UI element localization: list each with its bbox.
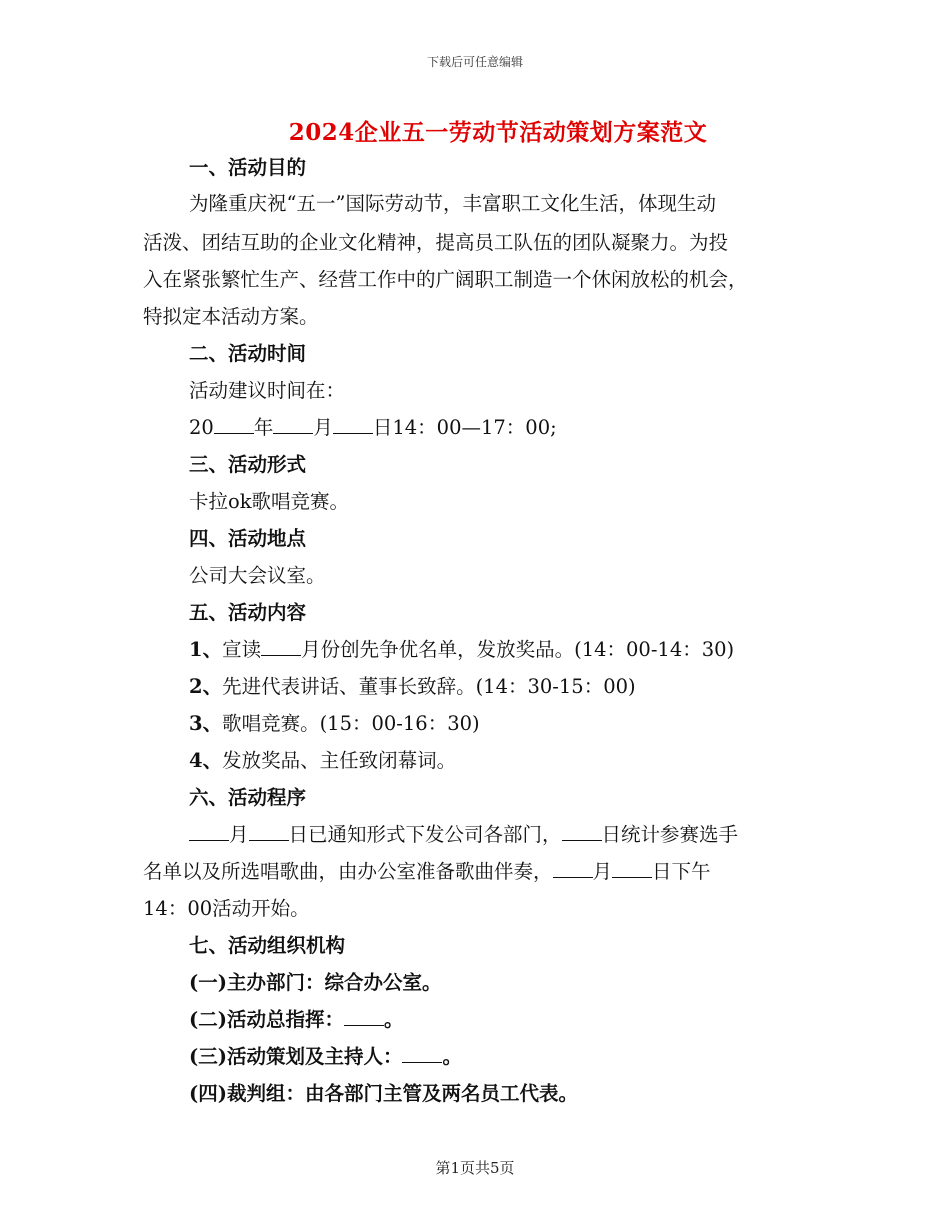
item-number: 2、 (189, 675, 223, 698)
section-heading-location: 四、活动地点 (189, 527, 307, 550)
list-item: 1、宣读 月份创先争优名单，发放奖品。(14：00-14：30) (189, 638, 735, 661)
paragraph-line: 公司大会议室。 (189, 564, 326, 587)
paragraph-line: 活动建议时间在： (189, 379, 346, 402)
year-label: 年 (253, 416, 274, 439)
month-blank (553, 860, 593, 878)
day-blank (612, 860, 652, 878)
item-number: 4、 (189, 749, 223, 772)
paragraph-line: 活泼、团结互助的企业文化精神，提高员工队伍的团队凝聚力。为投 (143, 231, 729, 254)
date-rest: 日14：00—17：00; (372, 416, 557, 439)
section-heading-content: 五、活动内容 (189, 601, 307, 624)
org-item: (四)裁判组：由各部门主管及两名员工代表。 (189, 1082, 578, 1105)
section-heading-form: 三、活动形式 (189, 453, 307, 476)
org-item: (二)活动总指挥： 。 (189, 1008, 404, 1031)
name-blank (344, 1008, 384, 1026)
section-heading-time: 二、活动时间 (189, 342, 307, 365)
org-item: (一)主办部门：综合办公室。 (189, 971, 442, 994)
item-number: 3、 (189, 712, 223, 735)
list-item: 3、歌唱竞赛。(15：00-16：30) (189, 712, 480, 735)
day-blank (562, 823, 602, 841)
paragraph-line: 为隆重庆祝“五一”国际劳动节，丰富职工文化生活，体现生动 (189, 192, 716, 215)
section-heading-purpose: 一、活动目的 (189, 156, 307, 179)
date-line (189, 416, 557, 440)
year-blank (214, 416, 254, 434)
section-heading-procedure: 六、活动程序 (189, 786, 307, 809)
paragraph-line: 特拟定本活动方案。 (143, 305, 319, 328)
org-item: (三)活动策划及主持人： 。 (189, 1045, 462, 1068)
paragraph-line: 月 日已通知形式下发公司各部门， 日统计参赛选手 (189, 823, 738, 847)
paragraph-line: 入在紧张繁忙生产、经营工作中的广阔职工制造一个休闲放松的机会， (143, 268, 748, 291)
list-item: 4、发放奖品、主任致闭幕词。 (189, 749, 457, 772)
date-prefix: 20 (189, 416, 214, 439)
month-blank (273, 416, 313, 434)
month-label: 月 (313, 416, 333, 439)
page-footer: 第1页共5页 (435, 1159, 515, 1177)
document-title: 2024企业五一劳动节活动策划方案范文 (288, 119, 708, 146)
paragraph-line: 14：00活动开始。 (143, 897, 310, 920)
month-blank (189, 823, 229, 841)
list-item: 2、先进代表讲话、董事长致辞。(14：30-15：00) (189, 675, 636, 698)
day-blank (333, 416, 373, 434)
name-blank (402, 1045, 442, 1063)
header-note: 下载后可任意编辑 (426, 55, 523, 69)
day-blank (249, 823, 289, 841)
month-blank (261, 638, 301, 656)
section-heading-organization: 七、活动组织机构 (189, 934, 346, 957)
paragraph-line: 卡拉ok歌唱竞赛。 (189, 490, 350, 513)
item-number: 1、 (189, 638, 223, 661)
paragraph-line: 名单以及所选唱歌曲，由办公室准备歌曲伴奏， 月 日下午 (143, 860, 711, 883)
